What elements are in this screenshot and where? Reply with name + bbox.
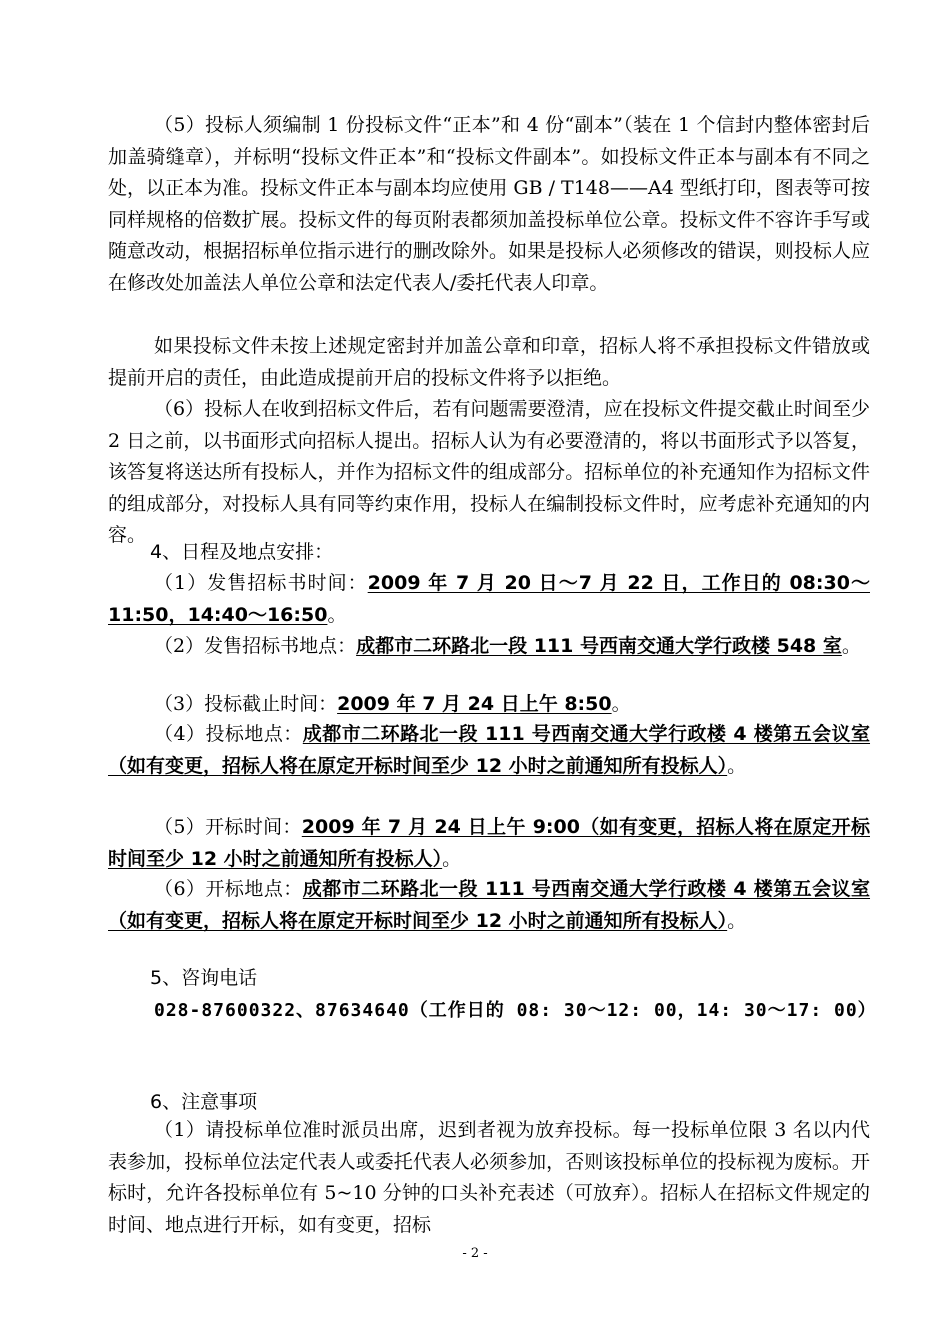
schedule-item-value: 2009 年 7 月 24 日上午 9:00（如有变更，招标人将在原定开标时间至少 12 小时之前通知所有投标人） [108, 816, 870, 870]
schedule-item-tail: 。 [611, 693, 631, 715]
schedule-item-label: （2）发售招标书地点： [154, 635, 357, 657]
schedule-item-label: （5）开标时间： [154, 816, 302, 838]
schedule-item-2 [108, 631, 870, 663]
schedule-item-tail: 。 [327, 603, 347, 626]
schedule-item-5 [108, 812, 870, 875]
schedule-item-label: （6）开标地点： [154, 878, 303, 900]
schedule-item-1 [108, 568, 870, 631]
schedule-item-value: 2009 年 7 月 20 日～7 月 22 日，工作日的 08:30～11:50，14:40～16:50 [108, 572, 870, 626]
schedule-item-value: 2009 年 7 月 24 日上午 8:50 [337, 693, 612, 715]
page-number: - 2 - [462, 1246, 488, 1261]
schedule-item-tail: 。 [727, 909, 747, 932]
schedule-item-label: （4）投标地点： [154, 723, 303, 745]
schedule-item-value: 成都市二环路北一段 111 号西南交通大学行政楼 4 楼第五会议室（如有变更，招标人将在原定开标时间至少 12 小时之前通知所有投标人） [108, 878, 871, 932]
schedule-item-value: 成都市二环路北一段 111 号西南交通大学行政楼 548 室 [356, 635, 842, 657]
schedule-item-value: 成都市二环路北一段 111 号西南交通大学行政楼 4 楼第五会议室（如有变更，招标人将在原定开标时间至少 12 小时之前通知所有投标人） [108, 723, 871, 777]
section-4-heading: 4、日程及地点安排： [150, 541, 334, 563]
schedule-item-label: （3）投标截止时间： [154, 693, 338, 715]
schedule-item-6 [108, 874, 870, 937]
paragraph-item-5: （5）投标人须编制 1 份投标文件“正本”和 4 份“副本”（装在 1 个信封内整体密封后加盖骑缝章），并标明“投标文件正本”和“投标文件副本”。如投标文件正本与副本有不同之处，以正本为准。投标文件正本与副本均应使用 GB / T148——A4 型纸打印，图表等可按同样规格的倍数扩展。投标文件的每页附表都须加盖投标单位公章。投标文件不容许手写或随意改动，根据招标单位指示进行的删改除外。如果是投标人必须修改的错误，则投标人应在修改处加盖法人单位公章和法定代表人/委托代表人印章。 [108, 114, 870, 294]
paragraph-item-6: （6）投标人在收到招标文件后，若有问题需要澄清，应在投标文件提交截止时间至少 2 日之前，以书面形式向招标人提出。招标人认为有必要澄清的，将以书面形式予以答复，该答复将送达所有投标人，并作为招标文件的组成部分。招标单位的补充通知作为招标文件的组成部分，对投标人具有同等约束作用，投标人在编制投标文件时，应考虑补充通知的内容。 [108, 398, 870, 546]
section-6-heading: 6、注意事项 [150, 1091, 258, 1113]
schedule-item-tail: 。 [841, 635, 861, 657]
section-5-heading: 5、咨询电话 [150, 967, 258, 989]
schedule-item-tail: 。 [727, 754, 747, 777]
schedule-item-3 [108, 689, 870, 721]
schedule-item-label: （1）发售招标书时间： [154, 572, 368, 594]
schedule-item-4 [108, 719, 870, 782]
consult-phone-numbers: 028-87600322、87634640（工作日的 08: 30～12: 00，14: 30～17: 00） [154, 1000, 877, 1021]
notice-item-1: （1）请投标单位准时派员出席，迟到者视为放弃投标。每一投标单位限 3 名以内代表参加，投标单位法定代表人或委托代表人必须参加，否则该投标单位的投标视为废标。开标时，允许各投标单位有 5~10 分钟的口头补充表述（可放弃）。招标人在招标文件规定的时间、地点进行开标，如有变更，招标 [108, 1119, 870, 1236]
paragraph-seal-note: 如果投标文件未按上述规定密封并加盖公章和印章，招标人将不承担投标文件错放或提前开启的责任，由此造成提前开启的投标文件将予以拒绝。 [108, 335, 870, 389]
schedule-item-tail: 。 [442, 847, 462, 870]
